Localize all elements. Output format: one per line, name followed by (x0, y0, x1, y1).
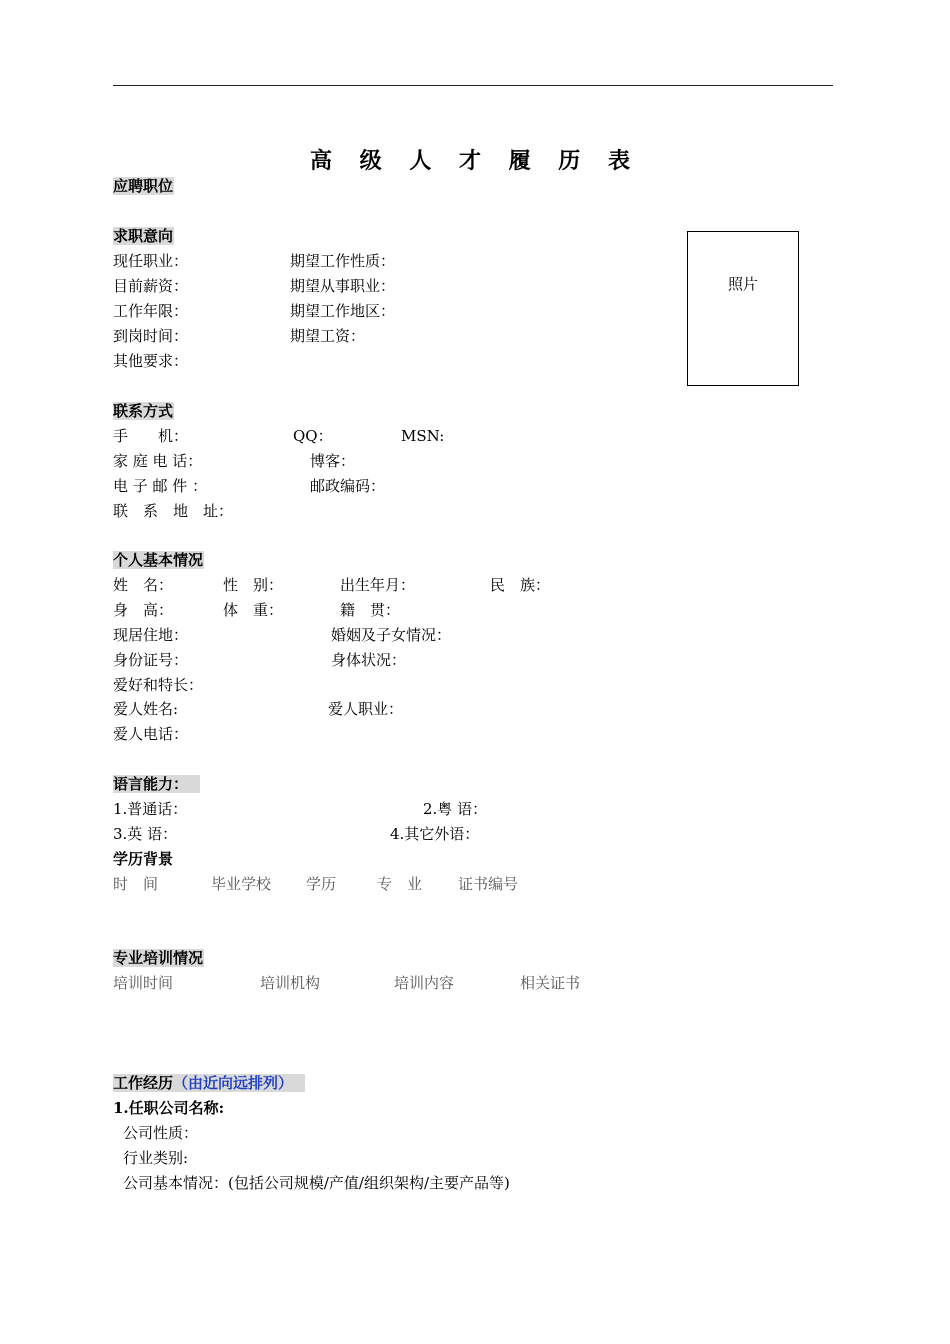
current-job-label: 现任职业： (113, 252, 189, 270)
training-heading: 专业培训情况 (113, 949, 204, 967)
expected-job-label: 期望从事职业： (290, 277, 396, 295)
height-label: 身 高： (113, 601, 174, 619)
other-language-label: 4.其它外语： (390, 825, 480, 843)
photo-label: 照片 (727, 275, 758, 293)
home-phone-label: 家 庭 电 话： (113, 452, 203, 470)
address-label: 联 系 地 址： (113, 502, 234, 520)
mandarin-label: 1.普通话： (113, 800, 188, 818)
work-heading: 工作经历（由近向远排列） (113, 1073, 305, 1093)
ethnicity-label: 民 族： (490, 576, 551, 594)
current-salary-label: 目前薪资： (113, 277, 189, 295)
document-title: 高 级 人 才 履 历 表 (310, 148, 640, 174)
company-info-label: 公司基本情况：(包括公司规模/产值/组织架构/主要产品等) (123, 1174, 510, 1192)
work-years-label: 工作年限： (113, 302, 189, 320)
birth-label: 出生年月： (340, 576, 416, 594)
spouse-name-label: 爱人姓名: (113, 700, 179, 718)
cantonese-label: 2.粤 语： (423, 800, 488, 818)
contact-heading: 联系方式 (113, 402, 174, 420)
weight-label: 体 重： (223, 601, 284, 619)
id-number-label: 身份证号： (113, 651, 189, 669)
msn-label: MSN: (401, 427, 445, 445)
photo-box (687, 231, 799, 386)
education-col-major: 专 业 (377, 875, 423, 893)
education-col-time: 时 间 (113, 875, 159, 893)
name-label: 姓 名： (113, 576, 174, 594)
basic-heading: 个人基本情况 (113, 551, 204, 569)
spouse-job-label: 爱人职业： (328, 700, 404, 718)
expected-nature-label: 期望工作性质： (290, 252, 396, 270)
expected-area-label: 期望工作地区： (290, 302, 396, 320)
training-col-institution: 培训机构 (260, 974, 321, 992)
intent-heading: 求职意向 (113, 227, 174, 245)
education-col-school: 毕业学校 (211, 875, 272, 893)
company-name-label: 1.任职公司名称: (113, 1099, 225, 1117)
position-heading: 应聘职位 (113, 177, 174, 195)
postcode-label: 邮政编码： (310, 477, 386, 495)
language-heading: 语言能力： (113, 774, 200, 794)
spouse-phone-label: 爱人电话： (113, 725, 189, 743)
english-label: 3.英 语： (113, 825, 178, 843)
marital-label: 婚姻及子女情况： (331, 626, 452, 644)
start-time-label: 到岗时间： (113, 327, 189, 345)
expected-salary-label: 期望工资： (290, 327, 366, 345)
residence-label: 现居住地： (113, 626, 189, 644)
training-col-content: 培训内容 (394, 974, 455, 992)
health-label: 身体状况： (331, 651, 407, 669)
training-col-certificate: 相关证书 (520, 974, 581, 992)
native-place-label: 籍 贯： (340, 601, 401, 619)
education-col-degree: 学历 (306, 875, 337, 893)
company-nature-label: 公司性质： (123, 1124, 199, 1142)
education-col-certificate: 证书编号 (458, 875, 519, 893)
gender-label: 性 别： (223, 576, 284, 594)
work-heading-note: （由近向远排列） (173, 1074, 294, 1092)
top-rule (113, 85, 833, 86)
email-label: 电 子 邮 件 ： (113, 477, 208, 495)
industry-label: 行业类别: (123, 1149, 189, 1167)
other-requirements-label: 其他要求： (113, 352, 189, 370)
education-heading: 学历背景 (113, 850, 174, 868)
blog-label: 博客： (310, 452, 356, 470)
mobile-label: 手 机： (113, 427, 189, 445)
qq-label: QQ： (293, 427, 333, 445)
hobbies-label: 爱好和特长： (113, 676, 204, 694)
training-col-time: 培训时间 (113, 974, 174, 992)
